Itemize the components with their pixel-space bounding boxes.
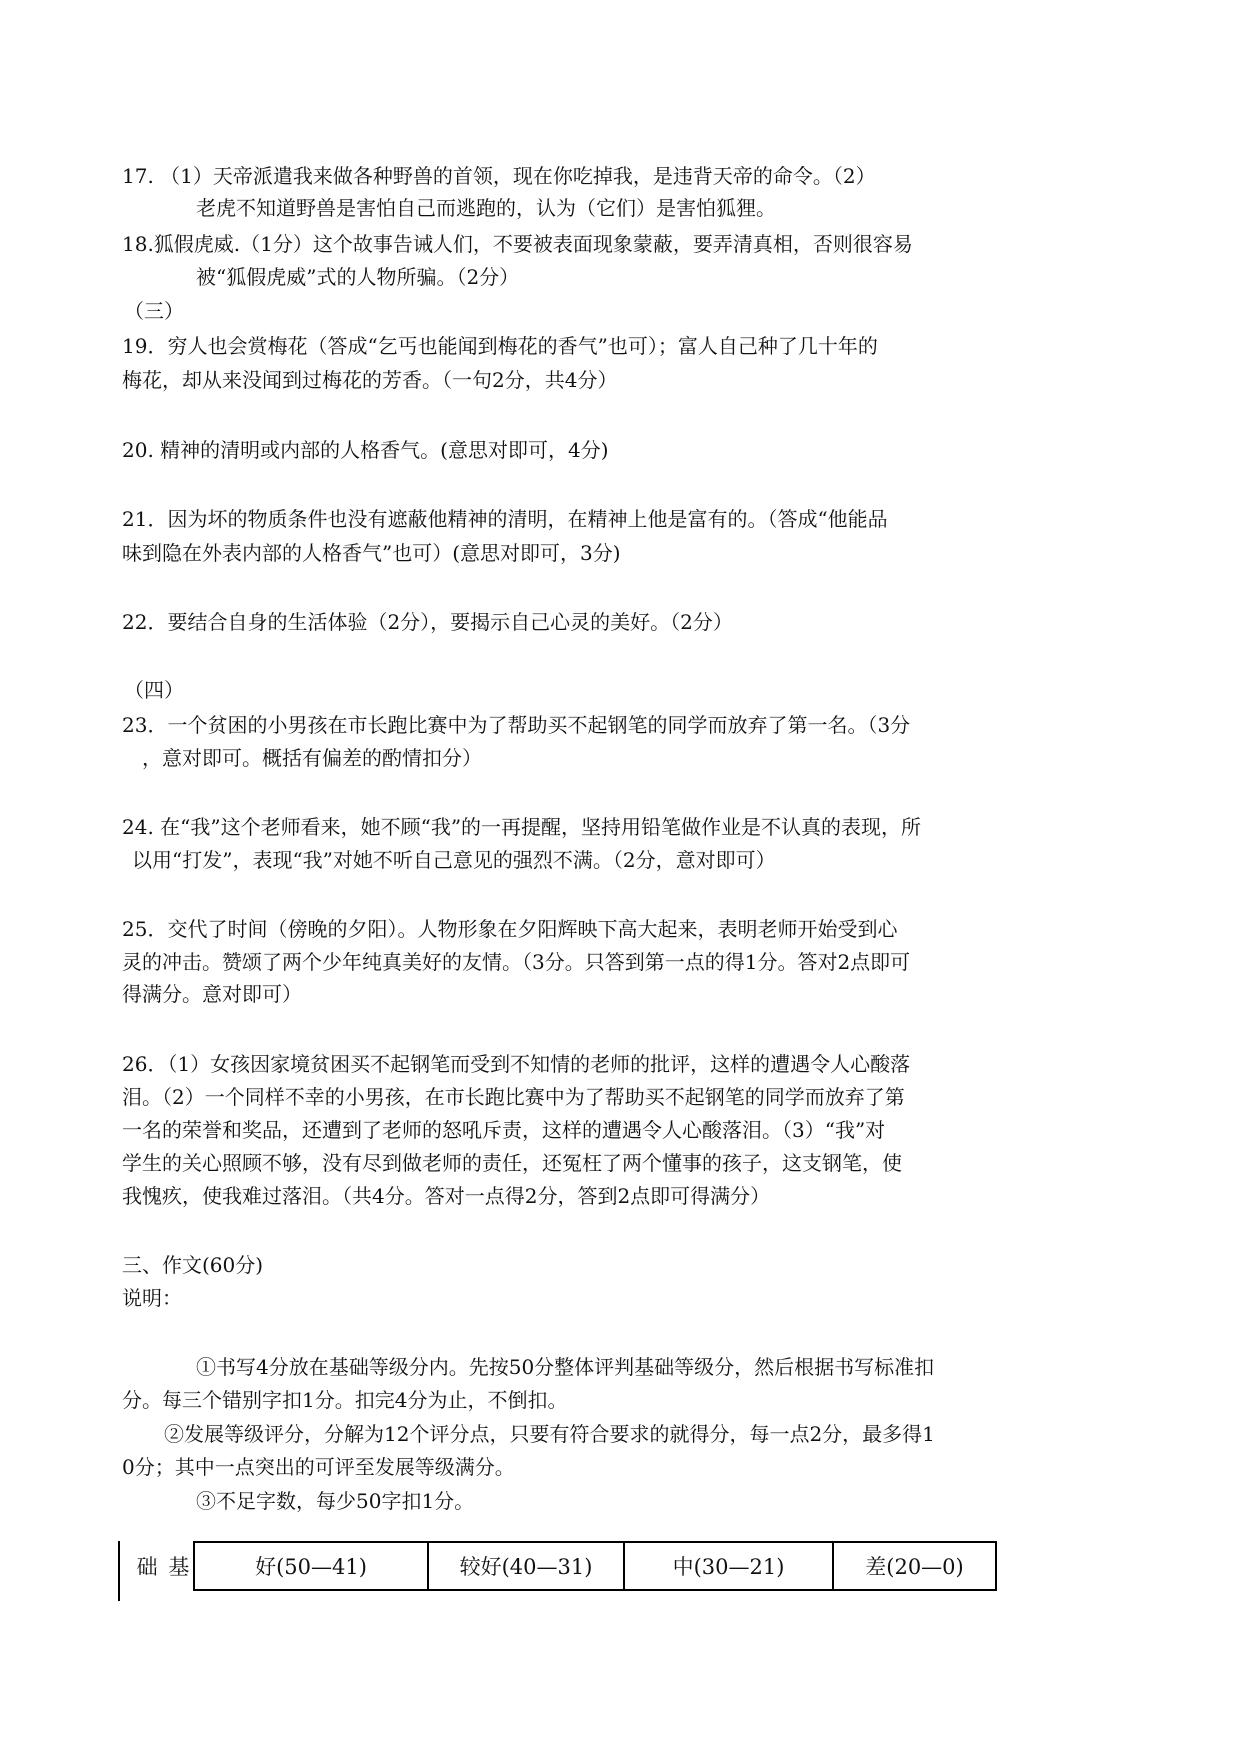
answer-26-line-4: 学生的关心照顾不够，没有尽到做老师的责任，还冤枉了两个懂事的孩子，这支钢笔，使 (122, 1151, 902, 1175)
grading-table (118, 1541, 998, 1591)
note-1-line-1: ①书写4分放在基础等级分内。先按50分整体评判基础等级分，然后根据书写标准扣 (196, 1355, 935, 1379)
answer-18-line-2: 被“狐假虎威”式的人物所骗。（2分） (196, 265, 520, 289)
note-1-line-2: 分。每三个错别字扣1分。扣完4分为止，不倒扣。 (122, 1388, 568, 1412)
answer-20: 20. 精神的清明或内部的人格香气。(意思对即可，4分) (122, 438, 609, 462)
essay-heading: 三、作文(60分) (122, 1253, 264, 1277)
answer-26-line-3: 一名的荣誉和奖品，还遭到了老师的怒吼斥责，这样的遭遇令人心酸落泪。（3）“我”对 (122, 1118, 886, 1142)
answer-17-line-1: 17. （1）天帝派遣我来做各种野兽的首领，现在你吃掉我，是违背天帝的命令。（2） (122, 164, 876, 188)
answer-24-line-2: 以用“打发”，表现“我”对她不听自己意见的强烈不满。（2分，意对即可） (132, 848, 776, 872)
section-four-heading: （四） (124, 678, 184, 702)
answer-25-line-2: 灵的冲击。赞颂了两个少年纯真美好的友情。（3分。只答到第一点的得1分。答对2点即可 (122, 950, 911, 974)
grade-fairly-good: 较好(40—31) (427, 1541, 623, 1591)
note-2-line-2: 0分；其中一点突出的可评至发展等级满分。 (122, 1455, 515, 1479)
answer-22: 22．要结合自身的生活体验（2分），要揭示自己心灵的美好。（2分） (122, 610, 733, 634)
answer-21-line-1: 21．因为坏的物质条件也没有遮蔽他精神的清明，在精神上他是富有的。（答成“他能品 (122, 507, 888, 531)
answer-17-line-2: 老虎不知道野兽是害怕自己而逃跑的，认为（它们）是害怕狐狸。 (196, 196, 776, 220)
answer-25-line-1: 25．交代了时间（傍晚的夕阳）。人物形象在夕阳辉映下高大起来，表明老师开始受到心 (122, 917, 898, 941)
answer-24-line-1: 24. 在“我”这个老师看来，她不顾“我”的一再提醒，坚持用铅笔做作业是不认真的表现，所 (122, 815, 922, 839)
answer-19-line-2: 梅花，却从来没闻到过梅花的芳香。（一句2分，共4分） (122, 368, 618, 392)
answer-26-line-5: 我愧疚，使我难过落泪。（共4分。答对一点得2分，答到2点即可得满分） (122, 1184, 771, 1208)
table-row-header: 础 基 (136, 1555, 192, 1579)
grade-medium: 中(30—21) (623, 1541, 832, 1591)
note-2-line-1: ②发展等级评分，分解为12个评分点，只要有符合要求的就得分，每一点2分，最多得1 (164, 1422, 935, 1446)
answer-26-line-1: 26．（1）女孩因家境贫困买不起钢笔而受到不知情的老师的批评，这样的遭遇令人心酸落 (122, 1052, 911, 1076)
grade-good: 好(50—41) (193, 1541, 427, 1591)
section-three-heading: （三） (124, 299, 184, 323)
grade-poor: 差(20—0) (832, 1541, 997, 1591)
answer-23-line-1: 23．一个贫困的小男孩在市长跑比赛中为了帮助买不起钢笔的同学而放弃了第一名。（3分 (122, 713, 911, 737)
answer-26-line-2: 泪。（2）一个同样不幸的小男孩，在市长跑比赛中为了帮助买不起钢笔的同学而放弃了第 (122, 1085, 905, 1109)
note-3: ③不足字数，每少50字扣1分。 (196, 1489, 475, 1513)
notes-label: 说明： (122, 1286, 182, 1310)
answer-21-line-2: 味到隐在外表内部的人格香气”也可）(意思对即可，3分) (122, 541, 621, 565)
answer-18-line-1: 18.狐假虎威.（1分）这个故事告诫人们，不要被表面现象蒙蔽，要弄清真相，否则很容易 (122, 232, 913, 256)
answer-19-line-1: 19．穷人也会赏梅花（答成“乞丐也能闻到梅花的香气”也可）；富人自己种了几十年的 (122, 334, 878, 358)
answer-23-line-2: ，意对即可。概括有偏差的酌情扣分） (142, 746, 482, 770)
answer-25-line-3: 得满分。意对即可） (122, 982, 302, 1006)
